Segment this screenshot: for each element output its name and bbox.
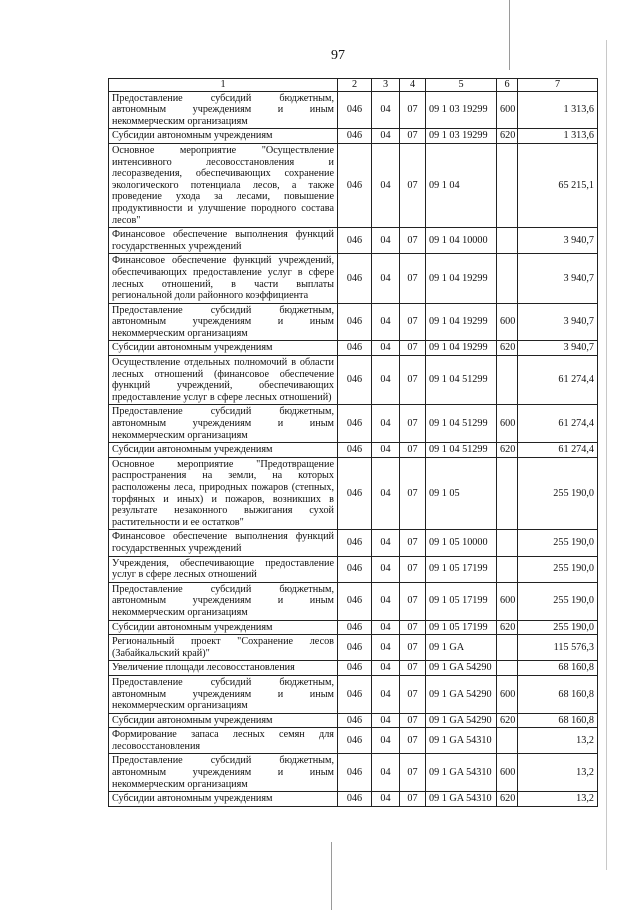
row-amount: 68 160,8 — [518, 713, 598, 728]
row-amount: 13,2 — [518, 792, 598, 807]
row-admin-code: 046 — [338, 457, 372, 530]
row-admin-code: 046 — [338, 754, 372, 792]
row-section-code: 04 — [372, 556, 400, 582]
row-name: Субсидии автономным учреждениям — [109, 443, 338, 458]
row-amount: 3 940,7 — [518, 228, 598, 254]
row-target-item: 09 1 04 19299 — [426, 254, 497, 303]
row-target-item: 09 1 05 17199 — [426, 620, 497, 635]
row-target-item: 09 1 03 19299 — [426, 91, 497, 129]
row-amount: 61 274,4 — [518, 443, 598, 458]
column-header-3: 3 — [372, 79, 400, 92]
row-amount: 65 215,1 — [518, 143, 598, 227]
row-subsection-code: 07 — [400, 303, 426, 341]
row-section-code: 04 — [372, 254, 400, 303]
row-target-item: 09 1 04 19299 — [426, 303, 497, 341]
row-expense-type — [497, 556, 518, 582]
row-amount: 255 190,0 — [518, 556, 598, 582]
row-admin-code: 046 — [338, 303, 372, 341]
table-body — [109, 91, 598, 806]
table-row — [109, 661, 598, 676]
column-header-4: 4 — [400, 79, 426, 92]
row-name: Финансовое обеспечение выполнения функций государственных учреждений — [109, 228, 338, 254]
row-target-item: 09 1 05 17199 — [426, 556, 497, 582]
row-target-item: 09 1 05 — [426, 457, 497, 530]
row-admin-code: 046 — [338, 556, 372, 582]
row-expense-type — [497, 356, 518, 405]
row-admin-code: 046 — [338, 582, 372, 620]
row-name: Основное мероприятие "Предотвращение распространения на земли, на которых расположены леса, природных пожаров (степных, торфяных и иных) и пожаров, возникших в результате незаконного выжигания сухой растительности и ее остатков" — [109, 457, 338, 530]
row-section-code: 04 — [372, 713, 400, 728]
row-admin-code: 046 — [338, 341, 372, 356]
table-row — [109, 228, 598, 254]
row-expense-type — [497, 457, 518, 530]
table-row — [109, 303, 598, 341]
row-amount: 61 274,4 — [518, 356, 598, 405]
row-target-item: 09 1 GA 54310 — [426, 792, 497, 807]
row-subsection-code: 07 — [400, 228, 426, 254]
row-section-code: 04 — [372, 356, 400, 405]
row-section-code: 04 — [372, 582, 400, 620]
table-row — [109, 582, 598, 620]
row-subsection-code: 07 — [400, 620, 426, 635]
row-expense-type: 620 — [497, 341, 518, 356]
row-expense-type: 600 — [497, 405, 518, 443]
column-header-2: 2 — [338, 79, 372, 92]
table-row — [109, 675, 598, 713]
row-section-code: 04 — [372, 129, 400, 144]
row-admin-code: 046 — [338, 91, 372, 129]
row-section-code: 04 — [372, 457, 400, 530]
row-expense-type: 620 — [497, 620, 518, 635]
table-header-row — [109, 79, 598, 92]
row-amount: 13,2 — [518, 728, 598, 754]
row-target-item: 09 1 GA — [426, 635, 497, 661]
row-target-item: 09 1 04 51299 — [426, 405, 497, 443]
row-expense-type: 620 — [497, 792, 518, 807]
row-subsection-code: 07 — [400, 792, 426, 807]
row-name: Формирование запаса лесных семян для лесовосстановления — [109, 728, 338, 754]
row-expense-type: 600 — [497, 303, 518, 341]
row-admin-code: 046 — [338, 792, 372, 807]
table-row — [109, 728, 598, 754]
row-subsection-code: 07 — [400, 556, 426, 582]
row-expense-type: 620 — [497, 713, 518, 728]
column-header-5: 5 — [426, 79, 497, 92]
row-name: Субсидии автономным учреждениям — [109, 713, 338, 728]
row-name: Предоставление субсидий бюджетным, автономным учреждениям и иным некоммерческим организациям — [109, 582, 338, 620]
row-section-code: 04 — [372, 620, 400, 635]
scan-edge-line-right — [606, 40, 607, 870]
row-admin-code: 046 — [338, 713, 372, 728]
row-admin-code: 046 — [338, 143, 372, 227]
row-expense-type: 600 — [497, 582, 518, 620]
row-subsection-code: 07 — [400, 443, 426, 458]
row-subsection-code: 07 — [400, 754, 426, 792]
row-expense-type — [497, 254, 518, 303]
table-row — [109, 341, 598, 356]
table-row — [109, 713, 598, 728]
row-admin-code: 046 — [338, 228, 372, 254]
row-amount: 68 160,8 — [518, 675, 598, 713]
row-name: Субсидии автономным учреждениям — [109, 129, 338, 144]
table-row — [109, 129, 598, 144]
row-subsection-code: 07 — [400, 341, 426, 356]
row-admin-code: 046 — [338, 661, 372, 676]
table-row — [109, 254, 598, 303]
row-subsection-code: 07 — [400, 91, 426, 129]
row-section-code: 04 — [372, 228, 400, 254]
row-admin-code: 046 — [338, 254, 372, 303]
row-section-code: 04 — [372, 754, 400, 792]
table-row — [109, 443, 598, 458]
row-name: Предоставление субсидий бюджетным, автономным учреждениям и иным некоммерческим организациям — [109, 754, 338, 792]
row-section-code: 04 — [372, 530, 400, 556]
row-amount: 255 190,0 — [518, 582, 598, 620]
row-target-item: 09 1 04 51299 — [426, 443, 497, 458]
row-subsection-code: 07 — [400, 661, 426, 676]
row-name: Предоставление субсидий бюджетным, автономным учреждениям и иным некоммерческим организациям — [109, 675, 338, 713]
column-header-7: 7 — [518, 79, 598, 92]
row-amount: 68 160,8 — [518, 661, 598, 676]
row-expense-type — [497, 661, 518, 676]
table-row — [109, 556, 598, 582]
row-admin-code: 046 — [338, 635, 372, 661]
row-subsection-code: 07 — [400, 582, 426, 620]
row-section-code: 04 — [372, 443, 400, 458]
column-header-6: 6 — [497, 79, 518, 92]
table-row — [109, 620, 598, 635]
row-name: Предоставление субсидий бюджетным, автономным учреждениям и иным некоммерческим организациям — [109, 91, 338, 129]
row-target-item: 09 1 03 19299 — [426, 129, 497, 144]
row-name: Региональный проект "Сохранение лесов (Забайкальский край)" — [109, 635, 338, 661]
page-number: 97 — [331, 48, 345, 63]
table-row — [109, 356, 598, 405]
row-amount: 3 940,7 — [518, 303, 598, 341]
row-section-code: 04 — [372, 635, 400, 661]
table-row — [109, 143, 598, 227]
row-subsection-code: 07 — [400, 129, 426, 144]
row-target-item: 09 1 GA 54290 — [426, 675, 497, 713]
table-row — [109, 530, 598, 556]
row-admin-code: 046 — [338, 129, 372, 144]
row-admin-code: 046 — [338, 675, 372, 713]
row-section-code: 04 — [372, 143, 400, 227]
row-expense-type — [497, 228, 518, 254]
row-name: Учреждения, обеспечивающие предоставление услуг в сфере лесных отношений — [109, 556, 338, 582]
table-row — [109, 91, 598, 129]
row-section-code: 04 — [372, 303, 400, 341]
row-amount: 255 190,0 — [518, 530, 598, 556]
table-row — [109, 405, 598, 443]
row-amount: 3 940,7 — [518, 341, 598, 356]
row-expense-type — [497, 728, 518, 754]
row-name: Основное мероприятие "Осуществление интенсивного лесовосстановления и лесоразведения, обеспечивающих сохранение экологического потенциала лесов, а также проведение ухода за лесами, повышение продуктивности и улучшение породного состава лесов" — [109, 143, 338, 227]
row-target-item: 09 1 GA 54290 — [426, 713, 497, 728]
row-expense-type: 620 — [497, 443, 518, 458]
row-subsection-code: 07 — [400, 530, 426, 556]
row-admin-code: 046 — [338, 728, 372, 754]
row-expense-type: 600 — [497, 675, 518, 713]
row-admin-code: 046 — [338, 530, 372, 556]
row-section-code: 04 — [372, 792, 400, 807]
row-expense-type — [497, 530, 518, 556]
row-amount: 1 313,6 — [518, 129, 598, 144]
row-subsection-code: 07 — [400, 356, 426, 405]
row-name: Субсидии автономным учреждениям — [109, 341, 338, 356]
row-expense-type — [497, 143, 518, 227]
row-section-code: 04 — [372, 661, 400, 676]
row-subsection-code: 07 — [400, 405, 426, 443]
budget-table — [108, 78, 598, 807]
row-name: Субсидии автономным учреждениям — [109, 792, 338, 807]
row-section-code: 04 — [372, 405, 400, 443]
row-section-code: 04 — [372, 341, 400, 356]
row-subsection-code: 07 — [400, 728, 426, 754]
row-subsection-code: 07 — [400, 635, 426, 661]
row-name: Финансовое обеспечение выполнения функций государственных учреждений — [109, 530, 338, 556]
row-admin-code: 046 — [338, 443, 372, 458]
row-admin-code: 046 — [338, 405, 372, 443]
row-admin-code: 046 — [338, 620, 372, 635]
row-name: Предоставление субсидий бюджетным, автономным учреждениям и иным некоммерческим организациям — [109, 303, 338, 341]
row-name: Увеличение площади лесовосстановления — [109, 661, 338, 676]
row-target-item: 09 1 04 10000 — [426, 228, 497, 254]
row-subsection-code: 07 — [400, 713, 426, 728]
row-amount: 61 274,4 — [518, 405, 598, 443]
scan-edge-line-top — [509, 0, 510, 70]
row-amount: 255 190,0 — [518, 620, 598, 635]
row-subsection-code: 07 — [400, 457, 426, 530]
row-name: Предоставление субсидий бюджетным, автономным учреждениям и иным некоммерческим организациям — [109, 405, 338, 443]
row-target-item: 09 1 GA 54310 — [426, 728, 497, 754]
row-target-item: 09 1 04 19299 — [426, 341, 497, 356]
row-amount: 255 190,0 — [518, 457, 598, 530]
row-name: Финансовое обеспечение функций учреждений, обеспечивающих предоставление услуг в сфере лесных отношений, в части выплаты региональной доли районного коэффициента — [109, 254, 338, 303]
row-target-item: 09 1 04 51299 — [426, 356, 497, 405]
row-name: Осуществление отдельных полномочий в области лесных отношений (финансовое обеспечение функций учреждений, обеспечивающих предоставление услуг в сфере лесных отношений) — [109, 356, 338, 405]
row-expense-type: 600 — [497, 754, 518, 792]
table-row — [109, 754, 598, 792]
row-amount: 115 576,3 — [518, 635, 598, 661]
row-section-code: 04 — [372, 728, 400, 754]
column-header-1: 1 — [109, 79, 338, 92]
row-expense-type: 620 — [497, 129, 518, 144]
row-amount: 1 313,6 — [518, 91, 598, 129]
table-row — [109, 635, 598, 661]
scan-edge-line-bottom — [331, 842, 332, 910]
row-subsection-code: 07 — [400, 675, 426, 713]
row-amount: 13,2 — [518, 754, 598, 792]
row-target-item: 09 1 GA 54310 — [426, 754, 497, 792]
row-name: Субсидии автономным учреждениям — [109, 620, 338, 635]
table-row — [109, 792, 598, 807]
row-section-code: 04 — [372, 675, 400, 713]
table-row — [109, 457, 598, 530]
row-target-item: 09 1 05 10000 — [426, 530, 497, 556]
row-amount: 3 940,7 — [518, 254, 598, 303]
row-target-item: 09 1 GA 54290 — [426, 661, 497, 676]
row-expense-type — [497, 635, 518, 661]
row-subsection-code: 07 — [400, 143, 426, 227]
row-subsection-code: 07 — [400, 254, 426, 303]
row-target-item: 09 1 04 — [426, 143, 497, 227]
row-admin-code: 046 — [338, 356, 372, 405]
row-target-item: 09 1 05 17199 — [426, 582, 497, 620]
row-expense-type: 600 — [497, 91, 518, 129]
row-section-code: 04 — [372, 91, 400, 129]
